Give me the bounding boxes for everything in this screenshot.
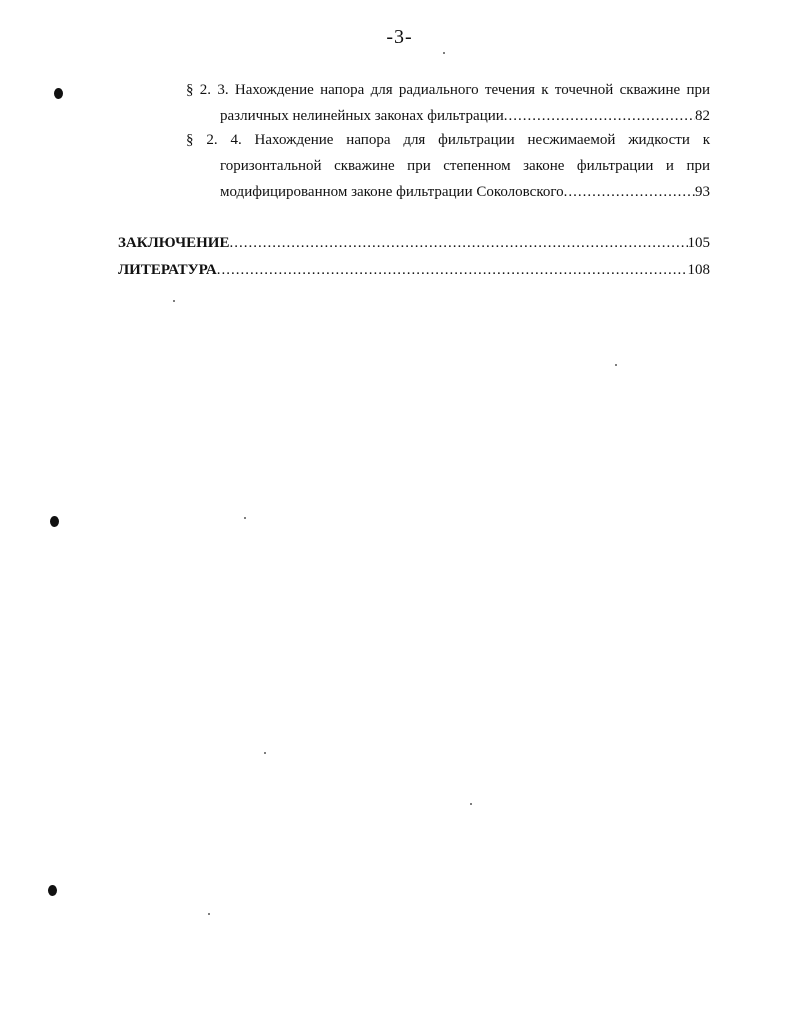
scan-speck [208, 913, 210, 915]
toc-entry-2-3-page: 82 [695, 108, 710, 124]
scan-speck [615, 364, 617, 366]
toc-entry-conclusion [118, 234, 710, 252]
toc-entry-2-4-line-1: § 2. 4. Нахождение напора для фильтрации несжимаемой жидкости к [186, 132, 710, 148]
binder-hole-mark [54, 88, 63, 99]
toc-entry-2-4-line-2: горизонтальной скважине при степенном законе фильтрации и при [220, 158, 710, 174]
dot-leader [217, 261, 688, 279]
toc-entry-2-3-line-2 [220, 107, 710, 125]
toc-entry-literature [118, 261, 710, 279]
scan-speck [244, 517, 246, 519]
toc-conclusion-page: 105 [687, 235, 710, 251]
toc-entry-2-3-title: различных нелинейных законах фильтрации [220, 108, 504, 124]
binder-hole-mark [48, 885, 57, 896]
toc-entry-2-3-line-1: § 2. 3. Нахождение напора для радиального течения к точечной скважине при [186, 82, 710, 98]
toc-literature-label: ЛИТЕРАТУРА [118, 262, 217, 278]
toc-conclusion-label: ЗАКЛЮЧЕНИЕ [118, 235, 230, 251]
dot-leader [504, 107, 695, 125]
scan-speck [470, 803, 472, 805]
scan-speck [173, 300, 175, 302]
toc-entry-2-4-page: 93 [695, 184, 710, 200]
page-number: -3- [386, 26, 413, 48]
toc-literature-page: 108 [687, 262, 710, 278]
toc-entry-2-4-line-3 [220, 183, 710, 201]
binder-hole-mark [50, 516, 59, 527]
dot-leader [564, 183, 695, 201]
scan-speck [264, 752, 266, 754]
scan-speck [443, 52, 445, 54]
toc-entry-2-4-title: модифицированном законе фильтрации Соколовского [220, 184, 564, 200]
dot-leader [229, 234, 687, 252]
